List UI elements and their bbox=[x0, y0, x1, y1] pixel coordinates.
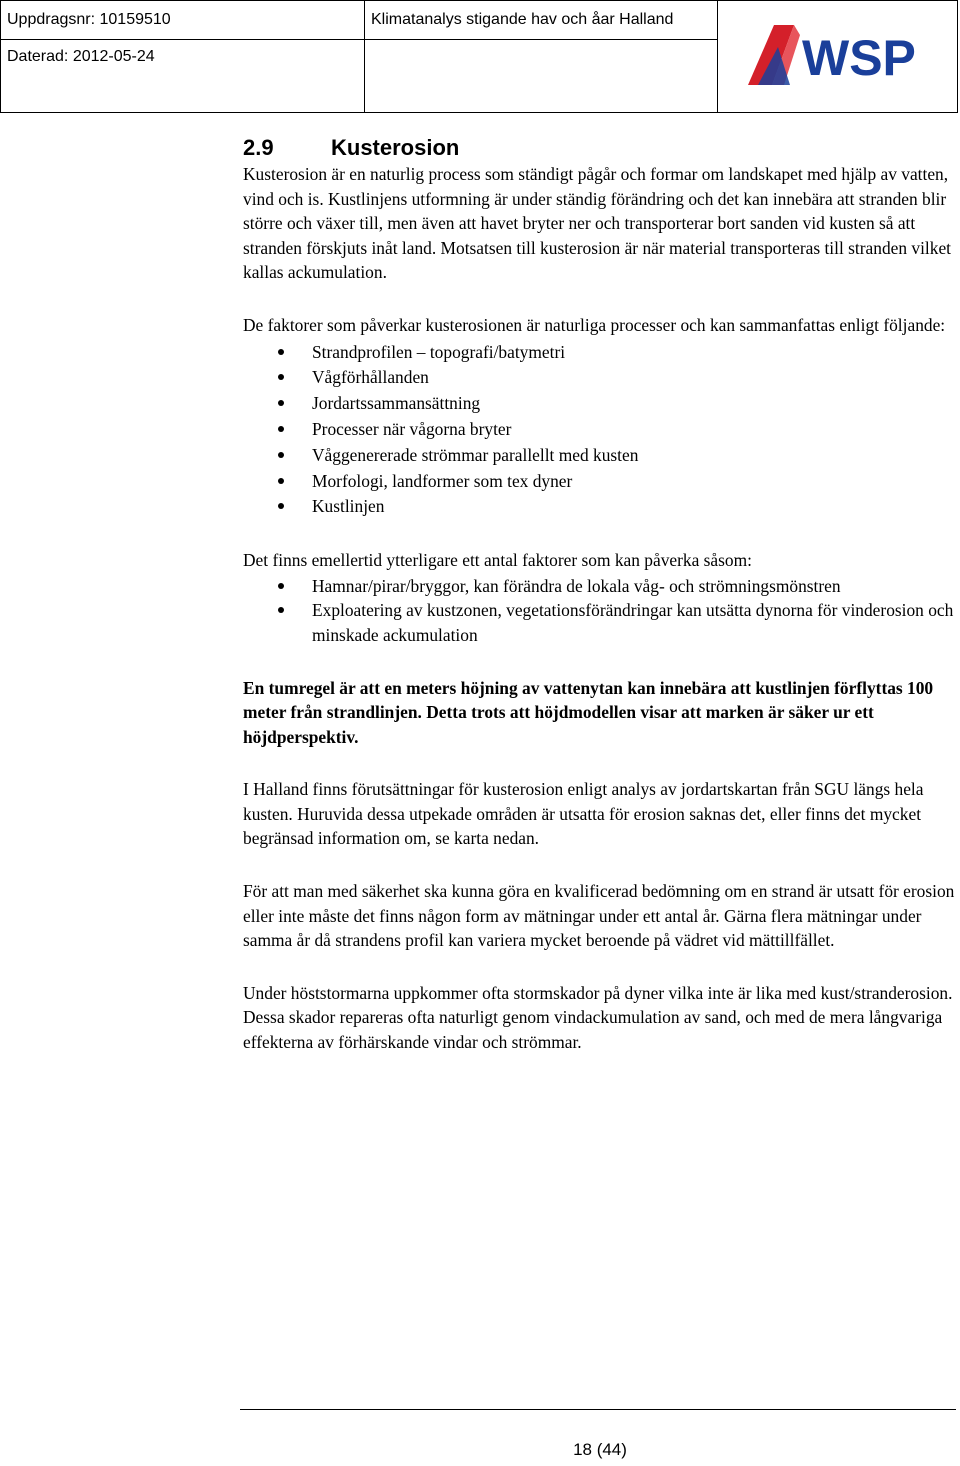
document-header bbox=[0, 0, 958, 114]
rule-of-thumb: En tumregel är att en meters höjning av vattenytan kan innebära att kustlinjen förflyttas 100 meter från strandlinjen. Detta trots att höjdmodellen visar att marken är säker ur ett höjdperspektiv. bbox=[243, 677, 934, 747]
footer-divider bbox=[240, 1409, 956, 1410]
page-content bbox=[243, 134, 955, 1055]
list-item: Jordartssammansättning bbox=[312, 391, 955, 417]
list-item: Morfologi, landformer som tex dyner bbox=[312, 469, 955, 495]
wsp-logo bbox=[718, 1, 958, 113]
document-title: Klimatanalys stigande hav och åar Halland bbox=[365, 1, 718, 40]
section-heading bbox=[243, 134, 955, 162]
factor-list bbox=[243, 340, 955, 521]
list-item: Våggenererade strömmar parallellt med kusten bbox=[312, 443, 955, 469]
list-item: Hamnar/pirar/bryggor, kan förändra de lokala våg- och strömningsmönstren bbox=[312, 574, 955, 599]
paragraph-intro: Kusterosion är en naturlig process som ständigt pågår och formar om landskapet med hjälp av vatten, vind och is. Kustlinjens utformning är under ständig förändring och det kan innebära att stranden blir större och växer till, men även att havet bryter ner och transporterar bort sanden vid kusten så att stranden förskjuts inåt land. Motsatsen till kusterosion är när material transporteras till stranden vilket kallas ackumulation. bbox=[243, 164, 952, 283]
section-number: 2.9 bbox=[243, 135, 274, 160]
list-item: Exploatering av kustzonen, vegetationsförändringar kan utsätta dynorna för vinderosion och minskade ackumulation bbox=[312, 598, 955, 647]
paragraph-storms: Under höststormarna uppkommer ofta stormskador på dyner vilka inte är lika med kust/stranderosion. Dessa skador repareras ofta naturligt genom vindackumulation av sand, och med de mera långvariga effekterna av förhärskande vindar och strömmar. bbox=[243, 982, 953, 1053]
header-empty-cell bbox=[365, 40, 718, 113]
list-item: Vågförhållanden bbox=[312, 365, 955, 391]
paragraph-factors: De faktorer som påverkar kusterosionen är naturliga processer och kan sammanfattas enligt följande: bbox=[243, 314, 946, 335]
list-item: Processer när vågorna bryter bbox=[312, 417, 955, 443]
additional-factor-list bbox=[243, 574, 955, 648]
page-number: 18 (44) bbox=[573, 1440, 627, 1459]
list-item: Kustlinjen bbox=[312, 494, 955, 520]
document-date: Daterad: 2012-05-24 bbox=[1, 40, 365, 113]
paragraph-halland: I Halland finns förutsättningar för kusterosion enligt analys av jordartskartan från SGU längs hela kusten. Huruvida dessa utpekade områden är utsatta för erosion saknas det, eller finns det mycket begränsad information om, se karta nedan. bbox=[243, 779, 924, 849]
logo-text: WSP bbox=[801, 30, 916, 86]
assignment-number: Uppdragsnr: 10159510 bbox=[1, 1, 365, 40]
section-title: Kusterosion bbox=[331, 135, 460, 160]
paragraph-additional: Det finns emellertid ytterligare ett antal faktorer som kan påverka såsom: bbox=[243, 550, 752, 571]
wsp-logo-icon bbox=[738, 19, 938, 89]
list-item: Strandprofilen – topografi/batymetri bbox=[312, 340, 955, 366]
paragraph-measurements: För att man med säkerhet ska kunna göra en kvalificerad bedömning om en strand är utsatt för erosion eller inte måste det finns någon form av mätningar under ett antal år. Gärna flera mätningar under samma år då strandens profil kan variera mycket beroende på vädret vid mättillfället. bbox=[243, 881, 955, 951]
